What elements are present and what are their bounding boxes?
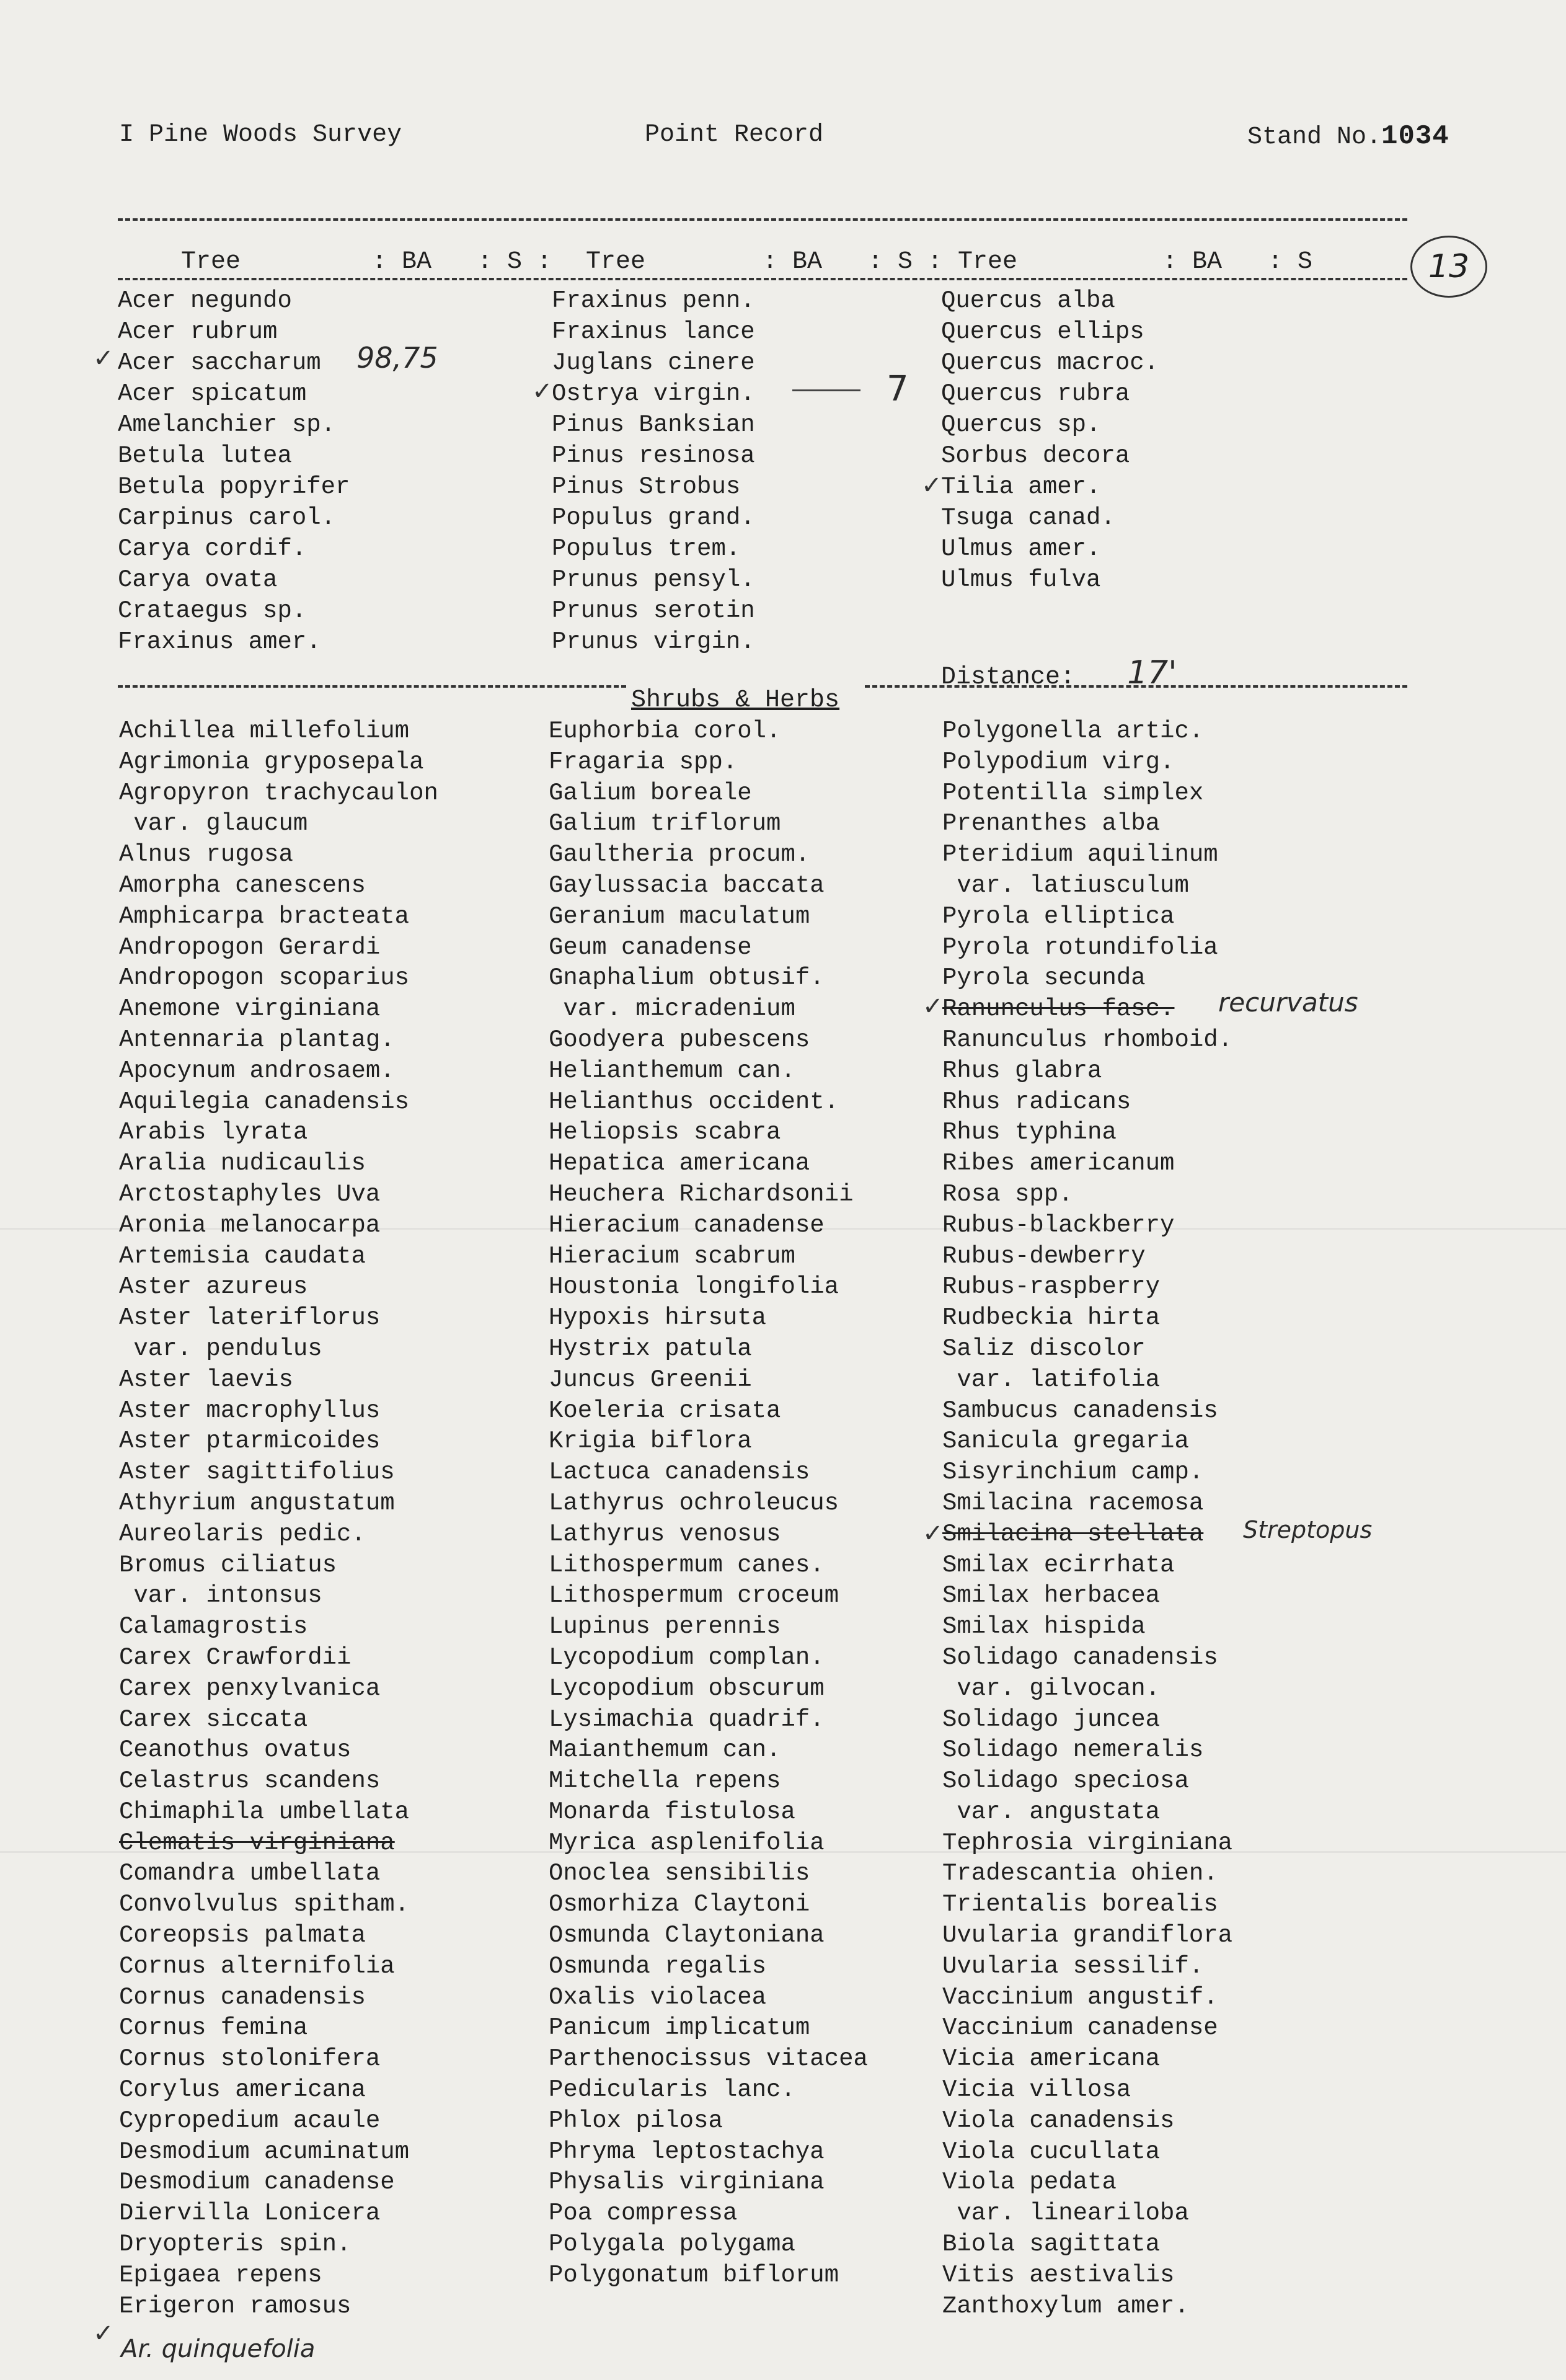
check-mark: ✓	[532, 377, 553, 406]
col-header-s-1: : S :	[477, 248, 552, 276]
list-item: Arctostaphyles Uva	[119, 1180, 381, 1208]
col-header-s-3: : S	[1268, 248, 1313, 276]
list-item: Uvularia sessilif.	[942, 1952, 1204, 1980]
list-item: Bromus ciliatus	[119, 1551, 337, 1579]
list-item: Alnus rugosa	[119, 841, 293, 869]
list-item: var. gilvocan.	[942, 1674, 1161, 1702]
list-item: Prenanthes alba	[942, 810, 1161, 838]
list-item: Galium triflorum	[549, 810, 781, 838]
col-header-ba-text: BA	[792, 248, 823, 276]
list-item: Rudbeckia hirta	[942, 1304, 1161, 1332]
list-item: Epigaea repens	[119, 2261, 322, 2289]
list-item: Aralia nudicaulis	[119, 1150, 366, 1178]
shrub-list-col3	[942, 716, 1232, 2322]
list-item: Trientalis borealis	[942, 1891, 1218, 1919]
list-item: Geum canadense	[549, 933, 752, 961]
list-item: Arabis lyrata	[119, 1119, 308, 1147]
list-item: Chimaphila umbellata	[119, 1798, 410, 1826]
list-item: Cypropedium acaule	[119, 2107, 381, 2134]
list-item: Vitis aestivalis	[942, 2261, 1175, 2289]
list-item: Amorpha canescens	[119, 871, 366, 899]
list-item: Tephrosia virginiana	[942, 1829, 1233, 1857]
list-item: Aronia melanocarpa	[119, 1211, 381, 1239]
list-item: Solidago speciosa	[942, 1767, 1189, 1795]
list-item: Sisyrinchium camp.	[942, 1459, 1204, 1486]
list-item: Pedicularis lanc.	[549, 2076, 795, 2104]
list-item: Agrimonia gryposepala	[119, 748, 424, 776]
list-item: Heuchera Richardsonii	[549, 1180, 854, 1208]
col-header-s-text: S	[507, 248, 523, 276]
list-item: Amelanchier sp.	[118, 411, 336, 438]
list-item: var. intonsus	[119, 1582, 322, 1610]
list-item: Betula lutea	[118, 442, 292, 469]
list-item: Rosa spp.	[942, 1180, 1073, 1208]
col-header-tree-3: Tree	[958, 248, 1018, 276]
list-item: Fraxinus penn.	[552, 287, 755, 314]
list-item: Lithospermum croceum	[549, 1582, 839, 1610]
list-item: Polygonella artic.	[942, 717, 1204, 745]
list-item: Acer negundo	[118, 287, 292, 314]
list-item: Juncus Greenii	[549, 1365, 752, 1393]
list-item: Houstonia longifolia	[549, 1273, 839, 1301]
list-item: Panicum implicatum	[549, 2014, 810, 2042]
list-item: Goodyera pubescens	[549, 1026, 810, 1054]
list-item: Quercus ellips	[941, 318, 1144, 345]
list-item: Vicia americana	[942, 2045, 1161, 2073]
list-item: Onoclea sensibilis	[549, 1860, 810, 1888]
list-item: Prunus virgin.	[552, 628, 755, 655]
list-item: Vicia villosa	[942, 2076, 1131, 2104]
list-item: Solidago canadensis	[942, 1643, 1218, 1671]
list-item: Mitchella repens	[549, 1767, 781, 1795]
list-item: Smilax ecirrhata	[942, 1551, 1175, 1579]
list-item: var. micradenium	[549, 995, 795, 1023]
list-item: Pyrola elliptica	[942, 902, 1175, 930]
list-item: Ceanothus ovatus	[119, 1736, 352, 1764]
list-item: Physalis virginiana	[549, 2169, 825, 2196]
list-item: Krigia biflora	[549, 1428, 752, 1455]
list-item: Osmunda Claytoniana	[549, 1922, 825, 1950]
stand-label	[1247, 121, 1449, 152]
handwritten-ba-value: 98,75	[356, 341, 438, 375]
list-item: Viola canadensis	[942, 2107, 1175, 2134]
list-item: Uvularia grandiflora	[942, 1922, 1233, 1950]
list-item: Smilacina stellata	[942, 1520, 1204, 1548]
check-mark: ✓	[93, 344, 114, 373]
list-item: Andropogon scoparius	[119, 964, 410, 992]
list-item: Poa compressa	[549, 2200, 738, 2227]
handwritten-smilacina-note: Streptopus	[1243, 1516, 1373, 1543]
list-item: Potentilla simplex	[942, 779, 1204, 807]
list-item: Pyrola rotundifolia	[942, 933, 1218, 961]
list-item: Pteridium aquilinum	[942, 841, 1218, 869]
handwritten-ranunculus-note: recurvatus	[1218, 987, 1358, 1018]
list-item: Populus trem.	[552, 535, 741, 562]
list-item: Aster lateriflorus	[119, 1304, 381, 1332]
tree-list-col1	[118, 285, 350, 657]
list-item: Rhus typhina	[942, 1119, 1117, 1147]
list-item: Hystrix patula	[549, 1334, 752, 1362]
list-item: Acer rubrum	[118, 318, 278, 345]
col-header-ba-3: : BA	[1162, 248, 1223, 276]
list-item: Vaccinium angustif.	[942, 1983, 1218, 2011]
handwritten-circle-number: 13	[1410, 236, 1487, 298]
list-item: Carya cordif.	[118, 535, 307, 562]
list-item: var. angustata	[942, 1798, 1161, 1826]
list-item: Ranunculus rhomboid.	[942, 1026, 1233, 1054]
list-item: Aster laevis	[119, 1365, 293, 1393]
list-item: Pinus resinosa	[552, 442, 755, 469]
list-item: Acer saccharum	[118, 349, 321, 376]
list-item: Achillea millefolium	[119, 717, 410, 745]
handwritten-bottom-note: Ar. quinquefolia	[121, 2335, 316, 2363]
list-item: Gaylussacia baccata	[549, 871, 825, 899]
list-item: Carya ovata	[118, 566, 278, 593]
list-item: Juglans cinere	[552, 349, 755, 376]
list-item: Fraxinus lance	[552, 318, 755, 345]
list-item: var. latiusculum	[942, 871, 1189, 899]
list-item: Monarda fistulosa	[549, 1798, 795, 1826]
list-item: Saliz discolor	[942, 1334, 1146, 1362]
list-item: Carex Crawfordii	[119, 1643, 352, 1671]
list-item: Gnaphalium obtusif.	[549, 964, 825, 992]
col-header-s-2: : S :	[868, 248, 943, 276]
list-item: Tsuga canad.	[941, 504, 1115, 531]
list-item: Comandra umbellata	[119, 1860, 381, 1888]
distance-value: 17'	[1127, 654, 1177, 691]
list-item: Agropyron trachycaulon	[119, 779, 438, 807]
list-item: Cornus femina	[119, 2014, 308, 2042]
list-item: Carex siccata	[119, 1705, 308, 1733]
col-header-ba-1: : BA	[372, 248, 432, 276]
list-item: Rhus glabra	[942, 1057, 1102, 1085]
list-item: Carpinus carol.	[118, 504, 336, 531]
list-item: Desmodium canadense	[119, 2169, 395, 2196]
list-item: Clematis virginiana	[119, 1829, 395, 1857]
list-item: Myrica asplenifolia	[549, 1829, 825, 1857]
list-item: Hieracium canadense	[549, 1211, 825, 1239]
list-item: Quercus macroc.	[941, 349, 1159, 376]
list-item: Pinus Strobus	[552, 473, 741, 500]
list-item: Polygonatum biflorum	[549, 2261, 839, 2289]
col-header-s-text: S	[1298, 248, 1313, 276]
list-item: Osmunda regalis	[549, 1952, 767, 1980]
record-type: Point Record	[645, 121, 824, 149]
list-item: Phryma leptostachya	[549, 2138, 825, 2165]
check-mark: ✓	[922, 1519, 944, 1548]
list-item: Cornus canadensis	[119, 1983, 366, 2011]
list-item: Hieracium scabrum	[549, 1242, 795, 1270]
list-item: Amphicarpa bracteata	[119, 902, 410, 930]
list-item: Andropogon Gerardi	[119, 933, 381, 961]
list-item: Polypodium virg.	[942, 748, 1175, 776]
list-item: Cornus stolonifera	[119, 2045, 381, 2073]
divider-line	[118, 218, 1407, 221]
list-item: Heliopsis scabra	[549, 1119, 781, 1147]
list-item: Maianthemum can.	[549, 1736, 781, 1764]
list-item: Aster macrophyllus	[119, 1396, 381, 1424]
list-item: Vaccinium canadense	[942, 2014, 1218, 2042]
list-item: Polygala polygama	[549, 2231, 795, 2258]
list-item: Pyrola secunda	[942, 964, 1146, 992]
list-item: Lactuca canadensis	[549, 1459, 810, 1486]
list-item: Tilia amer.	[941, 473, 1101, 500]
list-item: Desmodium acuminatum	[119, 2138, 410, 2165]
list-item: Rubus-blackberry	[942, 1211, 1175, 1239]
col-header-tree-2: Tree	[586, 248, 646, 276]
list-item: Smilacina racemosa	[942, 1489, 1204, 1517]
list-item: Hepatica americana	[549, 1150, 810, 1178]
list-item: Phlox pilosa	[549, 2107, 723, 2134]
distance-label: Distance:	[941, 664, 1076, 691]
list-item: Solidago nemeralis	[942, 1736, 1204, 1764]
list-item: Sambucus canadensis	[942, 1396, 1218, 1424]
stand-label-text: Stand No.	[1247, 123, 1382, 151]
shrub-list-col1	[119, 716, 438, 2322]
col-header-s-text: S	[898, 248, 913, 276]
list-item: Tradescantia ohien.	[942, 1860, 1218, 1888]
col-header-ba-2: : BA	[763, 248, 823, 276]
list-item: Dryopteris spin.	[119, 2231, 352, 2258]
list-item: Ostrya virgin.	[552, 380, 755, 407]
divider-line-right	[865, 685, 1407, 688]
list-item: Helianthus occident.	[549, 1088, 839, 1116]
list-item: Smilax hispida	[942, 1613, 1146, 1641]
list-item: Celastrus scandens	[119, 1767, 381, 1795]
list-item: Ribes americanum	[942, 1150, 1175, 1178]
list-item: Ulmus amer.	[941, 535, 1101, 562]
shrub-list-col2	[549, 716, 868, 2291]
list-item: var. pendulus	[119, 1334, 322, 1362]
list-item: Quercus rubra	[941, 380, 1130, 407]
list-item: var. glaucum	[119, 810, 308, 838]
handwritten-s-value: 7	[887, 369, 909, 409]
list-item: Lathyrus ochroleucus	[549, 1489, 839, 1517]
list-item: Aster sagittifolius	[119, 1459, 395, 1486]
list-item: Viola pedata	[942, 2169, 1117, 2196]
list-item: Quercus sp.	[941, 411, 1101, 438]
list-item: Sorbus decora	[941, 442, 1130, 469]
list-item: Parthenocissus vitacea	[549, 2045, 868, 2073]
list-item: Aquilegia canadensis	[119, 1088, 410, 1116]
list-item: Antennaria plantag.	[119, 1026, 395, 1054]
stand-number: 1034	[1381, 121, 1449, 152]
list-item: Koeleria crisata	[549, 1396, 781, 1424]
list-item: Anemone virginiana	[119, 995, 381, 1023]
col-header-ba-text: BA	[402, 248, 432, 276]
list-item: Carex penxylvanica	[119, 1674, 381, 1702]
list-item: var. latifolia	[942, 1365, 1161, 1393]
list-item: Ulmus fulva	[941, 566, 1101, 593]
list-item: Apocynum androsaem.	[119, 1057, 395, 1085]
list-item: Gaultheria procum.	[549, 841, 810, 869]
col-header-tree-1: Tree	[181, 248, 241, 276]
list-item: Lycopodium complan.	[549, 1643, 825, 1671]
list-item: Aster azureus	[119, 1273, 308, 1301]
list-item: Fragaria spp.	[549, 748, 738, 776]
list-item: Rubus-raspberry	[942, 1273, 1161, 1301]
list-item: Biola sagittata	[942, 2231, 1161, 2258]
list-item: Osmorhiza Claytoni	[549, 1891, 810, 1919]
list-item: Lysimachia quadrif.	[549, 1705, 825, 1733]
list-item: Diervilla Lonicera	[119, 2200, 381, 2227]
list-item: Coreopsis palmata	[119, 1922, 366, 1950]
list-item: Cornus alternifolia	[119, 1952, 395, 1980]
header-underline	[118, 278, 1407, 280]
list-item: Corylus americana	[119, 2076, 366, 2104]
list-item: Acer spicatum	[118, 380, 307, 407]
list-item: Hypoxis hirsuta	[549, 1304, 767, 1332]
list-item: Ranunculus fasc.	[942, 995, 1175, 1023]
list-item: Galium boreale	[549, 779, 752, 807]
tree-list-col2	[552, 285, 755, 657]
list-item: Lithospermum canes.	[549, 1551, 825, 1579]
list-item: Helianthemum can.	[549, 1057, 795, 1085]
list-item: Zanthoxylum amer.	[942, 2292, 1189, 2320]
list-item: Rhus radicans	[942, 1088, 1131, 1116]
list-item: Lathyrus venosus	[549, 1520, 781, 1548]
divider-line-left	[118, 685, 626, 688]
list-item: Viola cucullata	[942, 2138, 1161, 2165]
list-item: Fraxinus amer.	[118, 628, 321, 655]
col-header-ba-text: BA	[1192, 248, 1223, 276]
list-item: Sanicula gregaria	[942, 1428, 1189, 1455]
list-item: Oxalis violacea	[549, 1983, 767, 2011]
list-item: Euphorbia corol.	[549, 717, 781, 745]
list-item: Smilax herbacea	[942, 1582, 1161, 1610]
list-item: Calamagrostis	[119, 1613, 308, 1641]
survey-title: I Pine Woods Survey	[119, 121, 402, 149]
list-item: Lupinus perennis	[549, 1613, 781, 1641]
list-item: Betula popyrifer	[118, 473, 350, 500]
list-item: Rubus-dewberry	[942, 1242, 1146, 1270]
check-mark: ✓	[922, 992, 944, 1021]
list-item: Solidago juncea	[942, 1705, 1161, 1733]
check-mark: ✓	[93, 2319, 114, 2348]
check-mark: ✓	[921, 471, 942, 500]
list-item: Prunus serotin	[552, 597, 755, 624]
list-item: Convolvulus spitham.	[119, 1891, 410, 1919]
list-item: Erigeron ramosus	[119, 2292, 352, 2320]
list-item: Populus grand.	[552, 504, 755, 531]
section-title: Shrubs & Herbs	[631, 686, 840, 714]
list-item: Aster ptarmicoides	[119, 1428, 381, 1455]
list-item: Crataegus sp.	[118, 597, 307, 624]
list-item: Geranium maculatum	[549, 902, 810, 930]
handwritten-dash	[792, 389, 860, 391]
list-item: var. lineariloba	[942, 2200, 1189, 2227]
list-item: Quercus alba	[941, 287, 1115, 314]
list-item: Athyrium angustatum	[119, 1489, 395, 1517]
list-item: Artemisia caudata	[119, 1242, 366, 1270]
list-item: Aureolaris pedic.	[119, 1520, 366, 1548]
list-item: Prunus pensyl.	[552, 566, 755, 593]
tree-list-col3	[941, 285, 1159, 595]
list-item: Pinus Banksian	[552, 411, 755, 438]
list-item: Lycopodium obscurum	[549, 1674, 825, 1702]
